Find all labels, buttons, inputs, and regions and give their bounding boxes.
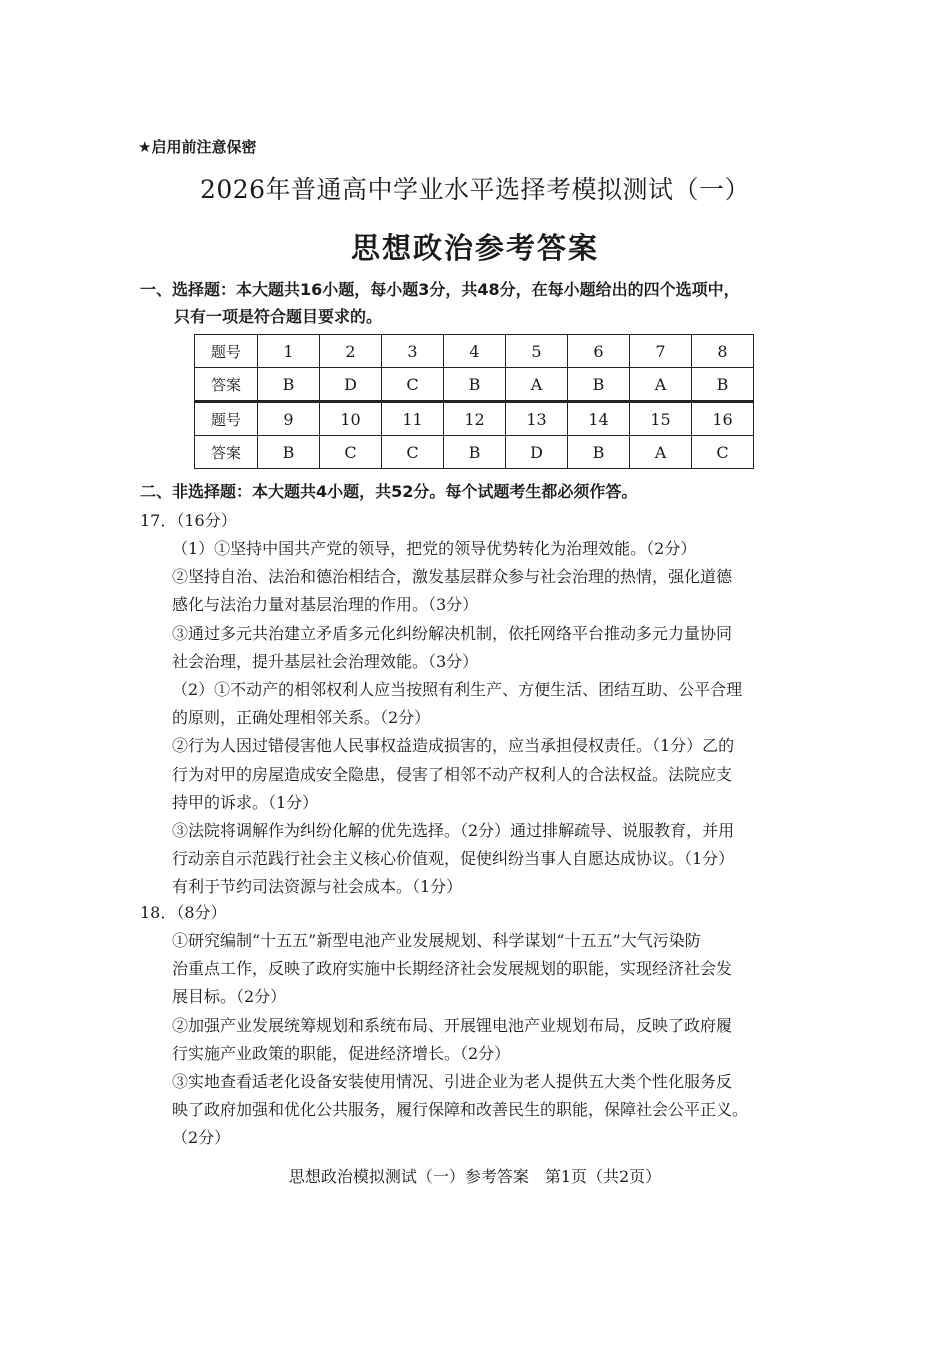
answer-line: ③实地查看适老化设备安装使用情况、引进企业为老人提供五大类个性化服务反 xyxy=(172,1072,733,1092)
answer-cell: A xyxy=(630,436,692,469)
answer-cell: B xyxy=(258,368,320,402)
answer-line: 行为对甲的房屋造成安全隐患，侵害了相邻不动产权利人的合法权益。法院应支 xyxy=(172,764,733,784)
answer-line: 的原则，正确处理相邻关系。（2分） xyxy=(172,708,431,728)
question-number-cell: 5 xyxy=(506,335,568,368)
answer-line: 感化与法治力量对基层治理的作用。（3分） xyxy=(172,595,479,615)
table-row-numbers xyxy=(195,335,754,368)
answer-line: （2分） xyxy=(172,1128,231,1148)
answer-cell: B xyxy=(444,436,506,469)
table-row-answers xyxy=(195,368,754,402)
answer-line: 治重点工作，反映了政府实施中长期经济社会发展规划的职能，实现经济社会发 xyxy=(172,959,733,979)
question-17-header: 17．（16分） xyxy=(140,511,237,530)
section-one-line-2: 只有一项是符合题目要求的。 xyxy=(174,307,383,326)
answer-line: ①研究编制“十五五”新型电池产业发展规划、科学谋划“十五五”大气污染防 xyxy=(172,931,701,950)
question-number-cell: 4 xyxy=(444,335,506,368)
answer-cell: C xyxy=(382,436,444,469)
answer-cell: B xyxy=(258,436,320,469)
answer-line: ②加强产业发展统筹规划和系统布局、开展锂电池产业规划布局，反映了政府履 xyxy=(172,1015,733,1035)
answer-line: 行实施产业政策的职能，促进经济增长。（2分） xyxy=(172,1043,511,1063)
question-number-cell: 8 xyxy=(692,335,754,368)
question-number-cell: 10 xyxy=(320,402,382,436)
answer-line: 持甲的诉求。（1分） xyxy=(172,792,319,812)
answer-label-cell: 答案 xyxy=(195,436,258,469)
question-number-cell: 9 xyxy=(258,402,320,436)
question-number-cell: 16 xyxy=(692,402,754,436)
question-17-answer xyxy=(172,535,812,902)
answer-line: ③法院将调解作为纠纷化解的优先选择。（2分）通过排解疏导、说服教育，并用 xyxy=(172,821,735,841)
page-title: 思想政治参考答案 xyxy=(350,231,599,265)
question-number-cell: 12 xyxy=(444,402,506,436)
question-number-cell: 3 xyxy=(382,335,444,368)
answer-line: ②坚持自治、法治和德治相结合，激发基层群众参与社会治理的热情，强化道德 xyxy=(172,567,733,587)
answer-line: 行动亲自示范践行社会主义核心价值观，促使纠纷当事人自愿达成协议。（1分） xyxy=(172,849,735,869)
answer-cell: C xyxy=(382,368,444,402)
answer-cell: C xyxy=(320,436,382,469)
answer-line: （2）①不动产的相邻权利人应当按照有利生产、方便生活、团结互助、公平合理 xyxy=(172,680,743,700)
exam-title: 2026年普通高中学业水平选择考模拟测试（一） xyxy=(199,175,751,204)
answer-table xyxy=(194,334,754,469)
answer-cell: B xyxy=(568,368,630,402)
question-number-cell: 6 xyxy=(568,335,630,368)
answer-line: ③通过多元共治建立矛盾多元化纠纷解决机制，依托网络平台推动多元力量协同 xyxy=(172,623,733,643)
answer-line: 展目标。（2分） xyxy=(172,987,287,1007)
answer-cell: B xyxy=(568,436,630,469)
question-number-cell: 1 xyxy=(258,335,320,368)
question-number-cell: 7 xyxy=(630,335,692,368)
answer-cell: D xyxy=(320,368,382,402)
answer-line: ②行为人因过错侵害他人民事权益造成损害的，应当承担侵权责任。（1分）乙的 xyxy=(172,736,735,756)
section-one-instructions xyxy=(140,276,820,330)
number-label-cell: 题号 xyxy=(195,335,258,368)
answer-line: 有利于节约司法资源与社会成本。（1分） xyxy=(172,877,463,897)
question-number-cell: 11 xyxy=(382,402,444,436)
page-footer: 思想政治模拟测试（一）参考答案 第1页（共2页） xyxy=(288,1167,662,1186)
answer-line: （1）①坚持中国共产党的领导，把党的领导优势转化为治理效能。（2分） xyxy=(172,539,697,558)
confidential-notice: ★启用前注意保密 xyxy=(138,138,257,156)
table-row-numbers xyxy=(195,402,754,436)
question-18-answer xyxy=(172,927,812,1153)
question-number-cell: 15 xyxy=(630,402,692,436)
question-number-cell: 2 xyxy=(320,335,382,368)
answer-line: 映了政府加强和优化公共服务，履行保障和改善民生的职能，保障社会公平正义。 xyxy=(172,1100,749,1120)
question-number-cell: 14 xyxy=(568,402,630,436)
section-two-line-1: 二、非选择题：本大题共4小题，共52分。每个试题考生都必须作答。 xyxy=(140,482,638,501)
table-row-answers xyxy=(195,436,754,469)
answer-cell: A xyxy=(506,368,568,402)
answer-label-cell: 答案 xyxy=(195,368,258,402)
answer-cell: A xyxy=(630,368,692,402)
question-18-header: 18．（8分） xyxy=(140,903,227,922)
answer-line: 社会治理，提升基层社会治理效能。（3分） xyxy=(172,651,479,671)
section-one-line-1: 一、选择题：本大题共16小题，每小题3分，共48分，在每小题给出的四个选项中， xyxy=(140,280,740,299)
answer-cell: D xyxy=(506,436,568,469)
answer-cell: B xyxy=(692,368,754,402)
section-two-instructions xyxy=(140,478,820,505)
number-label-cell: 题号 xyxy=(195,402,258,436)
question-number-cell: 13 xyxy=(506,402,568,436)
answer-cell: B xyxy=(444,368,506,402)
answer-cell: C xyxy=(692,436,754,469)
